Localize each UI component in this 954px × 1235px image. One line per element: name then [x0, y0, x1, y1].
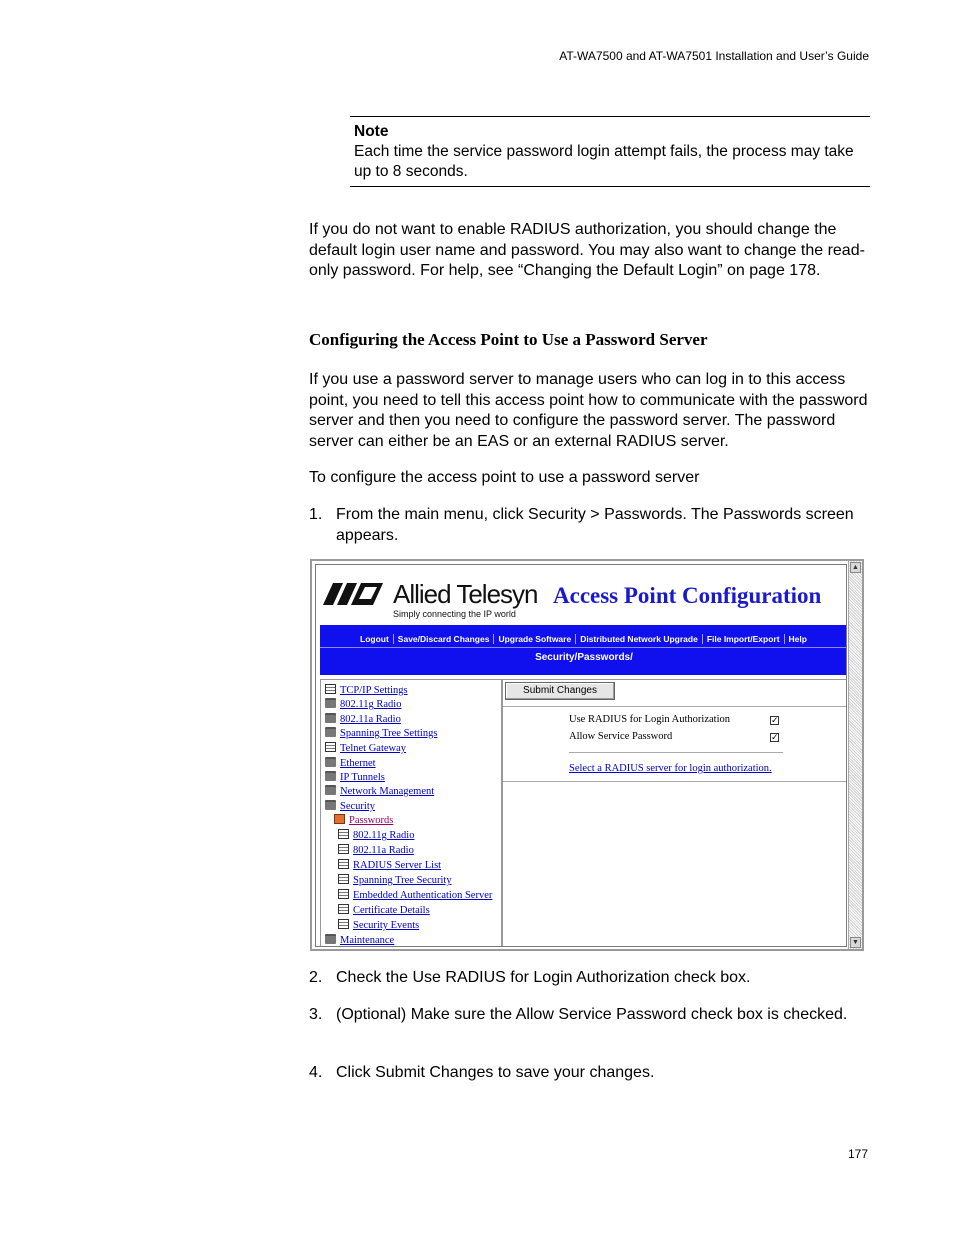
step-number: 4.: [309, 1064, 323, 1081]
step-text: From the main menu, click Security > Passwords. The Passwords screen appears.: [336, 506, 854, 544]
navigation-tree: [320, 679, 502, 947]
paragraph-password-server: If you use a password server to manage users who can log in to this access point, you need to tell this access point how to communicate with the password server and then you need to configure the password server. The password server can either be an EAS or an external RADIUS server.: [309, 371, 868, 450]
divider: [503, 706, 847, 707]
tree-item-802-11a-radio[interactable]: 802.11a Radio: [325, 713, 401, 726]
step-text: (Optional) Make sure the Allow Service Password check box is checked.: [336, 1006, 848, 1023]
divider: [503, 781, 847, 782]
menu-save-discard[interactable]: Save/Discard Changes: [394, 634, 495, 644]
tree-item-radius-server-list[interactable]: RADIUS Server List: [338, 859, 441, 872]
app-title: Access Point Configuration: [553, 583, 822, 608]
select-radius-server-link[interactable]: Select a RADIUS server for login authorization.: [569, 763, 772, 774]
document-icon: [338, 889, 349, 899]
tree-item-security-802-11a-radio[interactable]: 802.11a Radio: [338, 844, 414, 857]
document-icon: [338, 874, 349, 884]
page-number: 177: [847, 1147, 868, 1161]
allow-service-password-label: Allow Service Password: [569, 731, 673, 742]
paragraph-radius-default-login: If you do not want to enable RADIUS authorization, you should change the default login user name and password. You may also want to change the read-only password. For help, see “Changing the Default Login” on page 178.: [309, 221, 865, 279]
tree-item-embedded-auth-server[interactable]: Embedded Authentication Server: [338, 889, 492, 902]
step-number: 3.: [309, 1006, 323, 1023]
note-box: [350, 116, 870, 187]
document-icon: [338, 844, 349, 854]
menu-file-import-export[interactable]: File Import/Export: [703, 634, 785, 644]
document-icon: [325, 742, 336, 752]
use-radius-checkbox[interactable]: ✓: [771, 715, 779, 725]
tree-item-telnet-gateway[interactable]: Telnet Gateway: [325, 742, 406, 755]
step-number: 1.: [309, 506, 323, 523]
folder-icon: [325, 934, 336, 944]
folder-icon: [325, 713, 336, 723]
tree-item-security[interactable]: Security: [325, 800, 375, 813]
menu-upgrade-software[interactable]: Upgrade Software: [494, 634, 576, 644]
selected-document-icon: [334, 814, 345, 824]
paragraph-procedure-intro: To configure the access point to use a password server: [309, 469, 700, 486]
submit-changes-button[interactable]: Submit Changes: [505, 682, 615, 700]
tree-item-security-802-11g-radio[interactable]: 802.11g Radio: [338, 829, 414, 842]
step-number: 2.: [309, 969, 323, 986]
running-header: AT-WA7500 and AT-WA7501 Installation and User’s Guide: [559, 49, 869, 63]
main-menu-bar: [320, 625, 847, 675]
content-pane: [502, 679, 847, 947]
document-icon: [338, 904, 349, 914]
use-radius-label: Use RADIUS for Login Authorization: [569, 714, 730, 725]
note-text: Each time the service password login attempt fails, the process may take up to 8 seconds.: [354, 143, 854, 180]
step-text: Check the Use RADIUS for Login Authorization check box.: [336, 969, 751, 986]
folder-icon: [325, 785, 336, 795]
folder-icon: [325, 727, 336, 737]
section-heading: Configuring the Access Point to Use a Password Server: [309, 330, 708, 349]
document-icon: [338, 919, 349, 929]
breadcrumb: Security/Passwords/: [535, 652, 633, 663]
logo-tagline: Simply connecting the IP world: [393, 609, 516, 619]
note-title: Note: [354, 123, 389, 140]
allied-telesyn-logo: [323, 579, 553, 619]
tree-item-spanning-tree-security[interactable]: Spanning Tree Security: [338, 874, 452, 887]
tree-item-ethernet[interactable]: Ethernet: [325, 757, 376, 770]
folder-icon: [325, 698, 336, 708]
document-icon: [325, 684, 336, 694]
tree-item-passwords[interactable]: Passwords: [334, 814, 393, 827]
step-text: Click Submit Changes to save your changes.: [336, 1064, 655, 1081]
scroll-up-arrow-icon[interactable]: ▲: [850, 562, 861, 573]
tree-item-spanning-tree-settings[interactable]: Spanning Tree Settings: [325, 727, 437, 740]
scroll-down-arrow-icon[interactable]: ▼: [850, 937, 861, 948]
folder-icon: [325, 771, 336, 781]
browser-viewport: [315, 564, 847, 947]
tree-item-maintenance[interactable]: Maintenance: [325, 934, 394, 947]
menu-distributed-upgrade[interactable]: Distributed Network Upgrade: [576, 634, 703, 644]
vertical-scrollbar[interactable]: [848, 561, 862, 949]
document-icon: [338, 829, 349, 839]
document-icon: [338, 859, 349, 869]
menu-items: [356, 634, 811, 644]
passwords-screen-screenshot: [310, 559, 864, 951]
tree-item-ip-tunnels[interactable]: IP Tunnels: [325, 771, 385, 784]
tree-item-802-11g-radio[interactable]: 802.11g Radio: [325, 698, 401, 711]
allow-service-password-checkbox[interactable]: ✓: [771, 732, 779, 742]
tree-item-certificate-details[interactable]: Certificate Details: [338, 904, 430, 917]
tree-item-network-management[interactable]: Network Management: [325, 785, 434, 798]
tree-item-tcpip-settings[interactable]: TCP/IP Settings: [325, 684, 408, 697]
logo-name: Allied Telesyn: [393, 579, 538, 609]
folder-icon: [325, 757, 336, 767]
open-folder-icon: [325, 800, 336, 810]
menu-logout[interactable]: Logout: [356, 634, 394, 644]
at-logo-mark-icon: [323, 583, 389, 605]
menu-help[interactable]: Help: [788, 634, 807, 644]
divider: [569, 752, 783, 753]
menu-divider: [320, 647, 847, 648]
tree-item-security-events[interactable]: Security Events: [338, 919, 419, 932]
